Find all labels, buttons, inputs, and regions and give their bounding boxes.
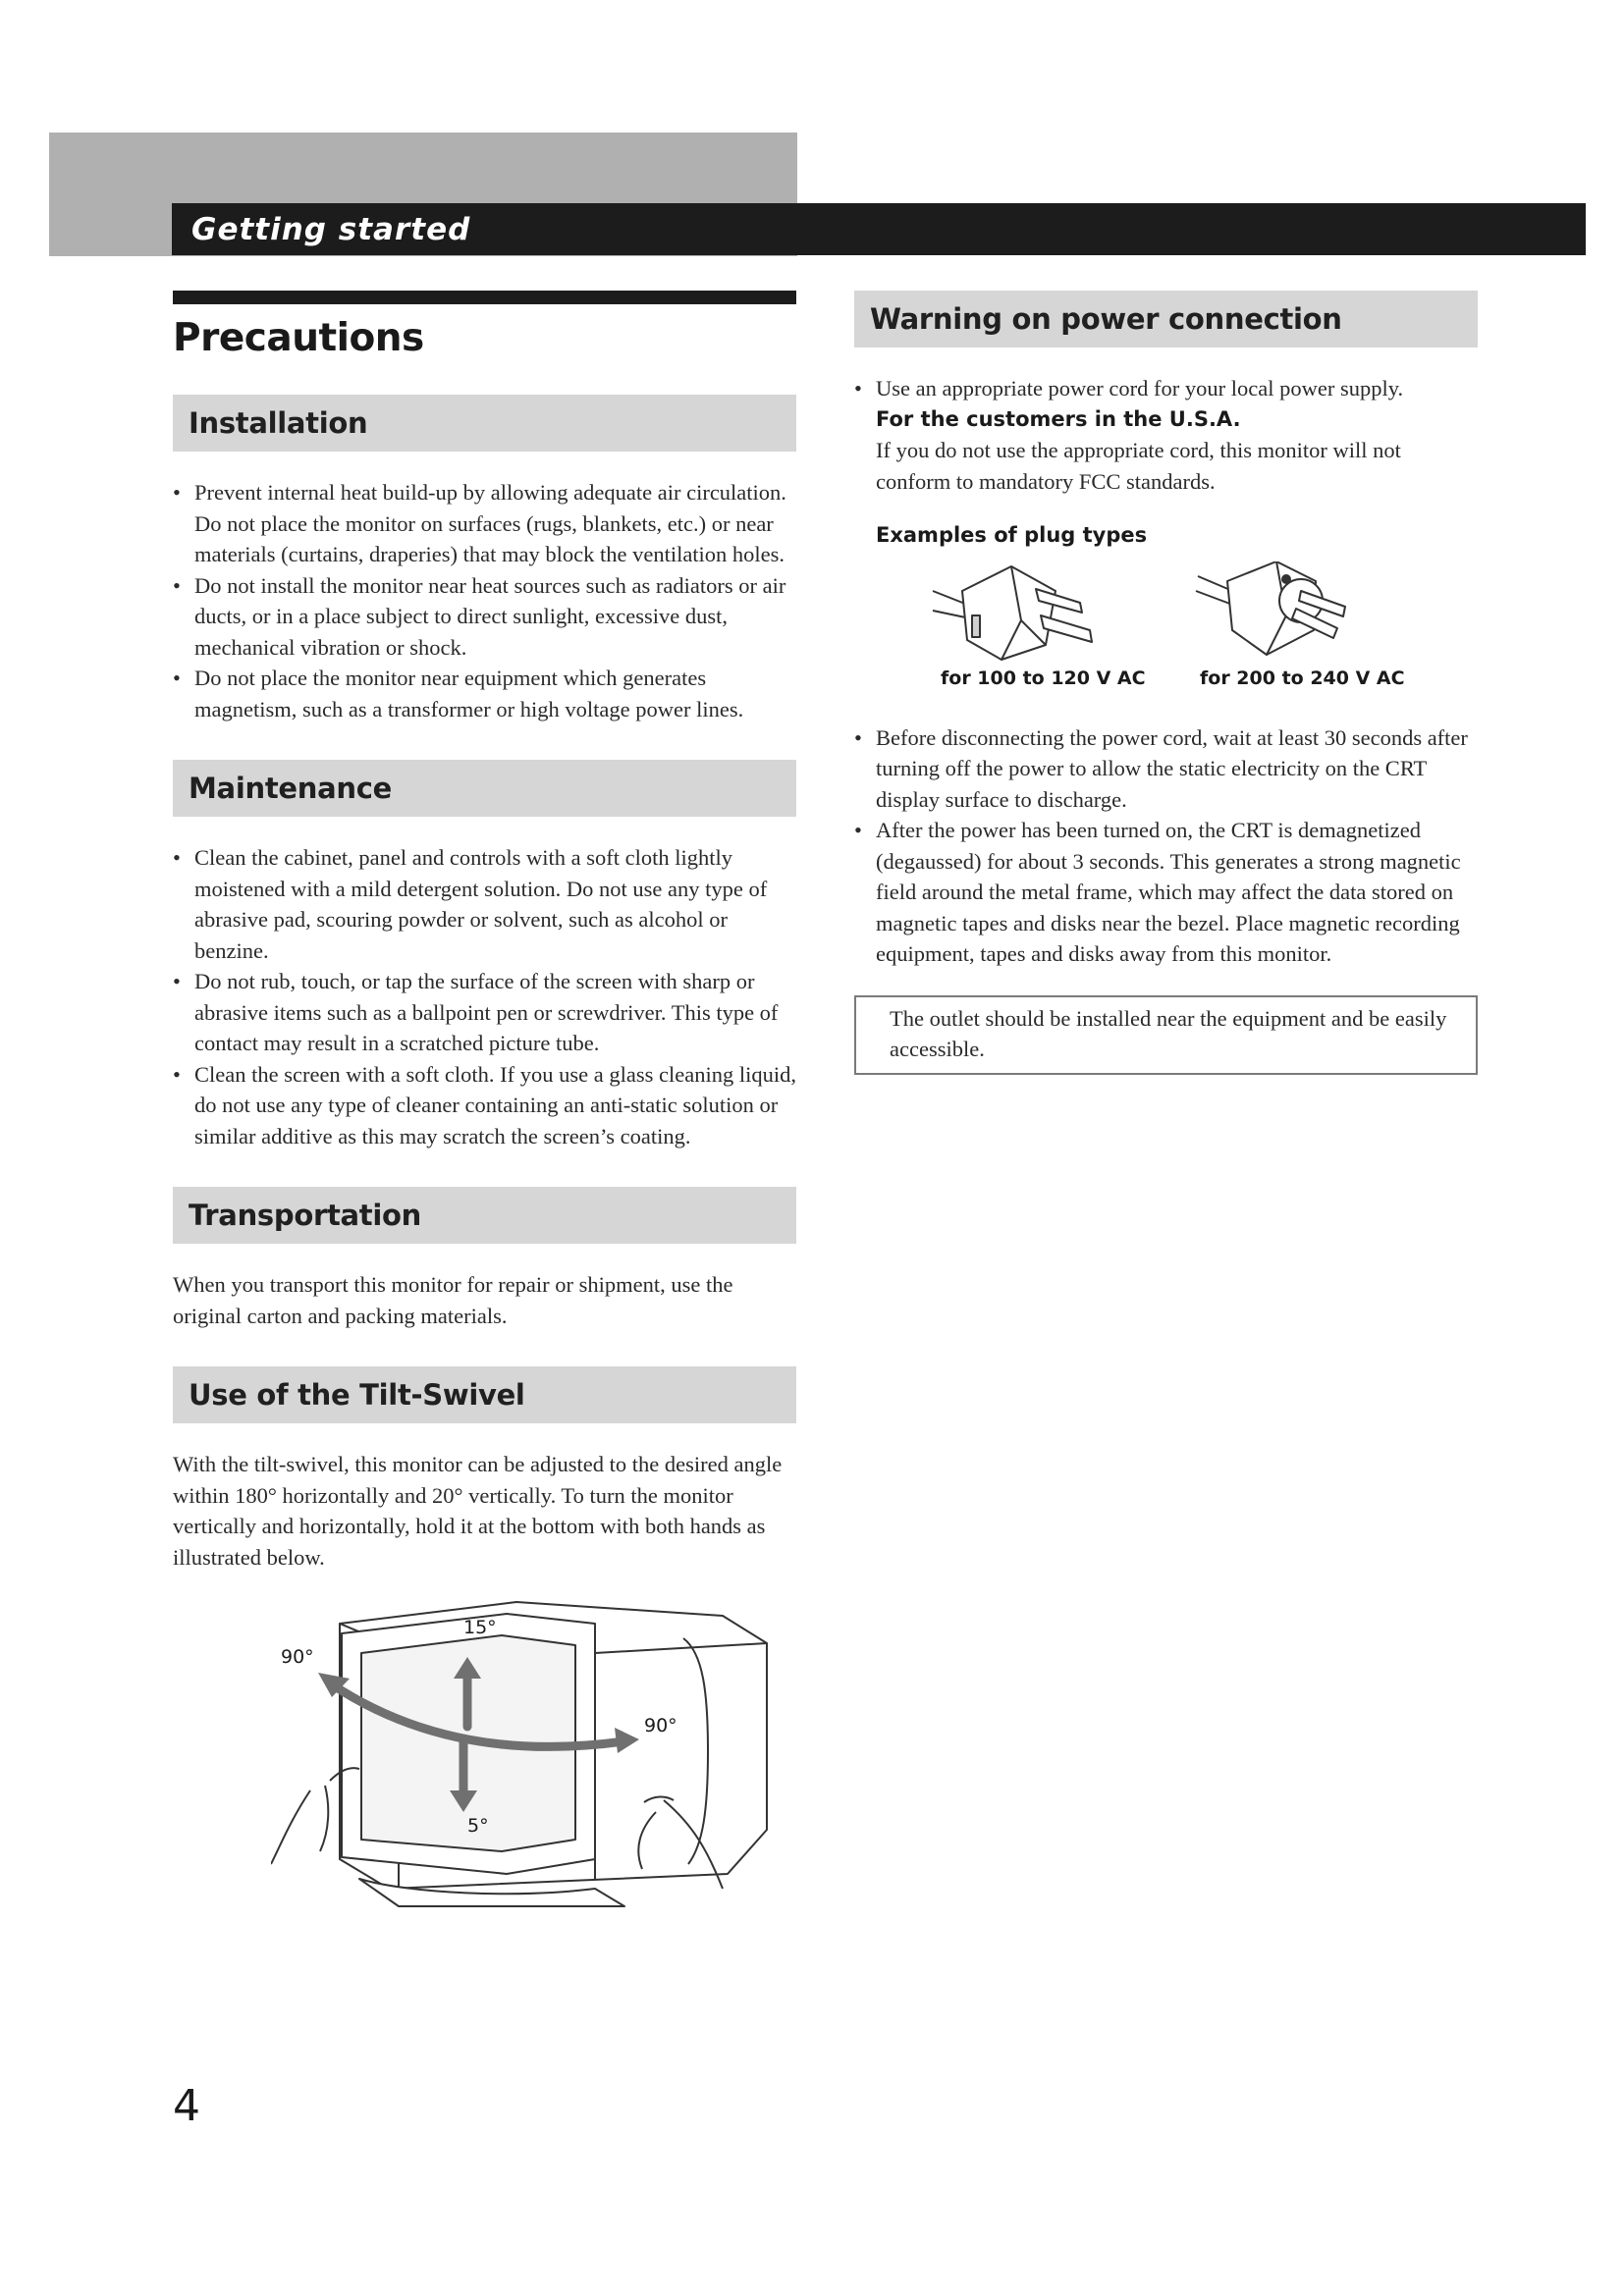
page-number: 4 xyxy=(173,2081,200,2131)
power-list-2 xyxy=(854,722,1478,970)
tilt-swivel-illustration xyxy=(271,1594,782,1908)
tilt-down-label: 5° xyxy=(467,1815,489,1837)
page-title: Precautions xyxy=(173,316,424,360)
installation-list xyxy=(173,477,796,724)
section-heading-installation: Installation xyxy=(173,395,796,452)
list-item: • Before disconnecting the power cord, wait at least 30 seconds after turning off the power to allow the static electricity on the CRT display surface to discharge. xyxy=(854,724,1468,812)
list-item: • Do not install the monitor near heat sources such as radiators or air ducts, or in a place subject to direct sunlight, excessive dust, mechanical vibration or shock. xyxy=(173,572,786,660)
plug-figure xyxy=(854,561,1478,699)
list-item: • Clean the screen with a soft cloth. If you use a glass cleaning liquid, do not use any type of cleaner containing an anti-static solution or similar additive as this may scratch the screen’s coating. xyxy=(173,1061,796,1148)
list-item: • Prevent internal heat build-up by allowing adequate air circulation. Do not place the monitor on surfaces (rugs, blankets, etc.) or near materials (curtains, draperies) that may block the ventilation holes. xyxy=(173,480,786,566)
heading-rule xyxy=(173,291,796,304)
swivel-left-label: 90° xyxy=(281,1646,314,1668)
power-list-1 xyxy=(854,373,1478,497)
transportation-text: When you transport this monitor for repair or shipment, use the original carton and packing materials. xyxy=(173,1272,733,1328)
chapter-title: Getting started xyxy=(191,212,471,247)
list-item: • Use an appropriate power cord for your local power supply. For the customers in the U.S.A. If you do not use the appropriate cord, this monitor will not conform to mandatory FCC standards. xyxy=(854,373,1478,497)
section-heading-transportation: Transportation xyxy=(173,1187,796,1244)
plug-caption-us: for 100 to 120 V AC xyxy=(941,667,1146,689)
section-heading-maintenance: Maintenance xyxy=(173,760,796,817)
usa-heading: For the customers in the U.S.A. xyxy=(876,406,1241,431)
plug-caption-eu: for 200 to 240 V AC xyxy=(1200,667,1405,689)
list-item: • After the power has been turned on, the CRT is demagnetized (degaussed) for about 3 seconds. This generates a strong magnetic field around the metal frame, which may affect the data stored on magnetic tapes and disks near the bezel. Place magnetic recording equipment, tapes and disks away from this monitor. xyxy=(854,818,1461,966)
right-column xyxy=(854,291,1478,1075)
swivel-right-label: 90° xyxy=(644,1715,677,1736)
outlet-note: The outlet should be installed near the equipment and be easily accessible. xyxy=(854,995,1478,1075)
list-item: • Do not rub, touch, or tap the surface of the screen with sharp or abrasive items such as a ballpoint pen or screwdriver. This type of contact may result in a scratched picture tube. xyxy=(173,969,779,1055)
list-item: • Do not place the monitor near equipment which generates magnetism, such as a transformer or high voltage power lines. xyxy=(173,666,744,721)
section-heading-power-connection: Warning on power connection xyxy=(854,291,1478,347)
tilt-up-label: 15° xyxy=(463,1617,497,1638)
list-item: • Clean the cabinet, panel and controls with a soft cloth lightly moistened with a mild detergent solution. Do not use any type of abrasive pad, scouring powder or solvent, such as alcohol or benzine. xyxy=(173,845,768,963)
left-column xyxy=(173,291,796,1908)
plug-illustration xyxy=(854,561,1478,669)
tilt-swivel-text: With the tilt-swivel, this monitor can be adjusted to the desired angle within 180° horizontally and 20° vertically. To turn the monitor vertically and horizontally, hold it at the bottom with both hands as illustrated below. xyxy=(173,1452,783,1570)
plug-types-heading: Examples of plug types xyxy=(876,523,1148,547)
section-heading-tilt-swivel: Use of the Tilt-Swivel xyxy=(173,1366,796,1423)
usa-text: If you do not use the appropriate cord, this monitor will not conform to mandatory FCC standards. xyxy=(876,438,1401,494)
maintenance-list xyxy=(173,842,796,1151)
